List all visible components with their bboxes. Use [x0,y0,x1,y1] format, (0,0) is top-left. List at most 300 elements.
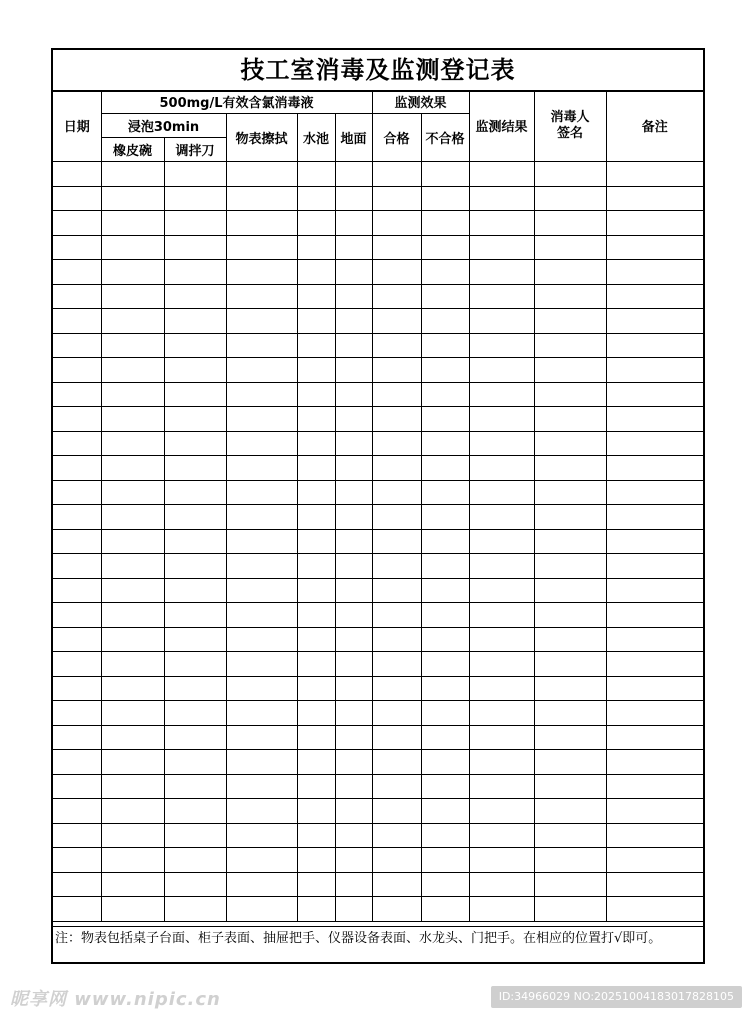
table-cell[interactable] [469,529,534,554]
table-cell[interactable] [226,750,297,775]
table-cell[interactable] [53,407,101,432]
table-cell[interactable] [101,505,164,530]
table-cell[interactable] [606,750,703,775]
table-cell[interactable] [534,603,606,628]
table-cell[interactable] [469,774,534,799]
table-cell[interactable] [421,603,469,628]
table-cell[interactable] [606,260,703,285]
table-cell[interactable] [226,382,297,407]
table-cell[interactable] [421,750,469,775]
table-cell[interactable] [297,260,335,285]
table-cell[interactable] [372,848,421,873]
table-cell[interactable] [372,897,421,922]
table-cell[interactable] [53,652,101,677]
table-cell[interactable] [606,578,703,603]
table-cell[interactable] [469,186,534,211]
table-cell[interactable] [469,284,534,309]
table-cell[interactable] [53,554,101,579]
table-cell[interactable] [53,676,101,701]
table-cell[interactable] [372,652,421,677]
table-cell[interactable] [53,823,101,848]
table-cell[interactable] [226,431,297,456]
table-cell[interactable] [606,235,703,260]
table-cell[interactable] [421,186,469,211]
table-cell[interactable] [421,578,469,603]
table-cell[interactable] [297,774,335,799]
table-cell[interactable] [421,162,469,187]
table-cell[interactable] [226,456,297,481]
table-cell[interactable] [335,505,372,530]
table-cell[interactable] [101,701,164,726]
table-cell[interactable] [101,603,164,628]
table-cell[interactable] [53,725,101,750]
table-cell[interactable] [297,162,335,187]
table-cell[interactable] [53,774,101,799]
table-cell[interactable] [534,407,606,432]
table-cell[interactable] [421,823,469,848]
table-cell[interactable] [164,554,226,579]
table-cell[interactable] [164,872,226,897]
table-cell[interactable] [164,211,226,236]
table-cell[interactable] [469,725,534,750]
table-cell[interactable] [335,652,372,677]
table-cell[interactable] [226,480,297,505]
table-cell[interactable] [297,211,335,236]
table-cell[interactable] [372,333,421,358]
table-cell[interactable] [226,333,297,358]
table-cell[interactable] [534,309,606,334]
table-cell[interactable] [421,774,469,799]
table-cell[interactable] [372,529,421,554]
table-cell[interactable] [297,554,335,579]
table-cell[interactable] [335,823,372,848]
table-cell[interactable] [335,578,372,603]
table-cell[interactable] [606,603,703,628]
table-cell[interactable] [53,431,101,456]
table-cell[interactable] [534,235,606,260]
table-cell[interactable] [53,848,101,873]
table-cell[interactable] [53,333,101,358]
table-cell[interactable] [101,407,164,432]
table-cell[interactable] [164,186,226,211]
table-cell[interactable] [53,456,101,481]
table-cell[interactable] [101,627,164,652]
table-cell[interactable] [606,872,703,897]
table-cell[interactable] [164,725,226,750]
table-cell[interactable] [297,529,335,554]
table-cell[interactable] [101,823,164,848]
table-cell[interactable] [469,260,534,285]
table-cell[interactable] [53,603,101,628]
table-cell[interactable] [469,333,534,358]
table-cell[interactable] [226,235,297,260]
table-cell[interactable] [606,554,703,579]
table-cell[interactable] [53,186,101,211]
table-cell[interactable] [421,725,469,750]
table-cell[interactable] [53,799,101,824]
table-cell[interactable] [297,627,335,652]
table-cell[interactable] [421,627,469,652]
table-cell[interactable] [164,480,226,505]
table-cell[interactable] [372,676,421,701]
table-cell[interactable] [335,701,372,726]
table-cell[interactable] [534,750,606,775]
table-cell[interactable] [421,309,469,334]
table-cell[interactable] [226,603,297,628]
table-cell[interactable] [372,382,421,407]
table-cell[interactable] [534,382,606,407]
table-cell[interactable] [534,284,606,309]
table-cell[interactable] [297,431,335,456]
table-cell[interactable] [335,186,372,211]
table-cell[interactable] [421,211,469,236]
table-cell[interactable] [372,774,421,799]
table-cell[interactable] [534,358,606,383]
table-cell[interactable] [335,872,372,897]
table-cell[interactable] [534,799,606,824]
table-cell[interactable] [534,186,606,211]
table-cell[interactable] [534,554,606,579]
table-cell[interactable] [469,578,534,603]
table-cell[interactable] [335,848,372,873]
table-cell[interactable] [372,554,421,579]
table-cell[interactable] [469,382,534,407]
table-cell[interactable] [606,652,703,677]
table-cell[interactable] [297,872,335,897]
table-cell[interactable] [335,260,372,285]
table-cell[interactable] [101,162,164,187]
table-cell[interactable] [469,456,534,481]
table-cell[interactable] [534,456,606,481]
table-cell[interactable] [534,872,606,897]
table-cell[interactable] [226,529,297,554]
table-cell[interactable] [101,358,164,383]
table-cell[interactable] [101,260,164,285]
table-cell[interactable] [297,603,335,628]
table-cell[interactable] [469,652,534,677]
table-cell[interactable] [372,578,421,603]
table-cell[interactable] [164,529,226,554]
table-cell[interactable] [101,333,164,358]
table-cell[interactable] [534,505,606,530]
table-cell[interactable] [606,186,703,211]
table-cell[interactable] [606,823,703,848]
table-cell[interactable] [226,407,297,432]
table-cell[interactable] [421,676,469,701]
table-cell[interactable] [297,284,335,309]
table-cell[interactable] [372,505,421,530]
table-cell[interactable] [469,799,534,824]
table-cell[interactable] [372,627,421,652]
table-cell[interactable] [421,701,469,726]
table-cell[interactable] [53,529,101,554]
table-cell[interactable] [469,627,534,652]
table-cell[interactable] [534,652,606,677]
table-cell[interactable] [372,799,421,824]
table-cell[interactable] [101,309,164,334]
table-cell[interactable] [469,554,534,579]
table-cell[interactable] [372,725,421,750]
table-cell[interactable] [53,480,101,505]
table-cell[interactable] [421,529,469,554]
table-cell[interactable] [335,676,372,701]
table-cell[interactable] [335,333,372,358]
table-cell[interactable] [164,456,226,481]
table-cell[interactable] [372,358,421,383]
table-cell[interactable] [534,823,606,848]
table-cell[interactable] [164,431,226,456]
table-cell[interactable] [469,235,534,260]
table-cell[interactable] [101,676,164,701]
table-cell[interactable] [101,284,164,309]
table-cell[interactable] [101,725,164,750]
table-cell[interactable] [421,358,469,383]
table-cell[interactable] [226,897,297,922]
table-cell[interactable] [606,382,703,407]
table-cell[interactable] [226,358,297,383]
table-cell[interactable] [372,872,421,897]
table-cell[interactable] [372,309,421,334]
table-cell[interactable] [226,725,297,750]
table-cell[interactable] [421,382,469,407]
table-cell[interactable] [297,799,335,824]
table-cell[interactable] [335,603,372,628]
table-cell[interactable] [469,407,534,432]
table-cell[interactable] [335,358,372,383]
table-cell[interactable] [164,284,226,309]
table-cell[interactable] [372,186,421,211]
table-cell[interactable] [297,309,335,334]
table-cell[interactable] [534,529,606,554]
table-cell[interactable] [101,652,164,677]
table-cell[interactable] [469,676,534,701]
table-cell[interactable] [164,358,226,383]
table-cell[interactable] [226,848,297,873]
table-cell[interactable] [606,211,703,236]
table-cell[interactable] [469,162,534,187]
table-cell[interactable] [226,799,297,824]
table-cell[interactable] [421,456,469,481]
table-cell[interactable] [534,676,606,701]
table-cell[interactable] [372,480,421,505]
table-cell[interactable] [606,799,703,824]
table-cell[interactable] [534,162,606,187]
table-cell[interactable] [335,725,372,750]
table-cell[interactable] [164,823,226,848]
table-cell[interactable] [372,750,421,775]
table-cell[interactable] [421,554,469,579]
table-cell[interactable] [164,652,226,677]
table-cell[interactable] [606,431,703,456]
table-cell[interactable] [53,211,101,236]
table-cell[interactable] [101,529,164,554]
table-cell[interactable] [297,725,335,750]
table-cell[interactable] [297,823,335,848]
table-cell[interactable] [297,456,335,481]
table-cell[interactable] [53,872,101,897]
table-cell[interactable] [101,578,164,603]
table-cell[interactable] [372,456,421,481]
table-cell[interactable] [101,480,164,505]
table-cell[interactable] [335,799,372,824]
table-cell[interactable] [226,162,297,187]
table-cell[interactable] [53,235,101,260]
table-cell[interactable] [372,407,421,432]
table-cell[interactable] [469,603,534,628]
table-cell[interactable] [101,872,164,897]
table-cell[interactable] [421,799,469,824]
table-cell[interactable] [164,578,226,603]
table-cell[interactable] [297,235,335,260]
table-cell[interactable] [606,529,703,554]
table-cell[interactable] [421,897,469,922]
table-cell[interactable] [297,652,335,677]
table-cell[interactable] [164,505,226,530]
table-cell[interactable] [297,186,335,211]
table-cell[interactable] [226,774,297,799]
table-cell[interactable] [226,309,297,334]
table-cell[interactable] [335,456,372,481]
table-cell[interactable] [101,235,164,260]
table-cell[interactable] [226,284,297,309]
table-cell[interactable] [101,431,164,456]
table-cell[interactable] [101,186,164,211]
table-cell[interactable] [164,627,226,652]
table-cell[interactable] [469,358,534,383]
table-cell[interactable] [372,162,421,187]
table-cell[interactable] [53,358,101,383]
table-cell[interactable] [606,848,703,873]
table-cell[interactable] [534,627,606,652]
table-cell[interactable] [53,897,101,922]
table-cell[interactable] [606,407,703,432]
table-cell[interactable] [297,333,335,358]
table-cell[interactable] [606,897,703,922]
table-cell[interactable] [421,480,469,505]
table-cell[interactable] [53,260,101,285]
table-cell[interactable] [335,774,372,799]
table-cell[interactable] [421,505,469,530]
table-cell[interactable] [335,162,372,187]
table-cell[interactable] [606,480,703,505]
table-cell[interactable] [164,897,226,922]
table-cell[interactable] [164,750,226,775]
table-cell[interactable] [101,750,164,775]
table-cell[interactable] [534,701,606,726]
table-cell[interactable] [606,333,703,358]
table-cell[interactable] [226,627,297,652]
table-cell[interactable] [469,701,534,726]
table-cell[interactable] [469,211,534,236]
table-cell[interactable] [606,309,703,334]
table-cell[interactable] [421,652,469,677]
table-cell[interactable] [164,603,226,628]
table-cell[interactable] [335,529,372,554]
table-cell[interactable] [534,774,606,799]
table-cell[interactable] [164,382,226,407]
table-cell[interactable] [101,456,164,481]
table-cell[interactable] [534,333,606,358]
table-cell[interactable] [53,505,101,530]
table-cell[interactable] [297,848,335,873]
table-cell[interactable] [469,872,534,897]
table-cell[interactable] [226,260,297,285]
table-cell[interactable] [164,309,226,334]
table-cell[interactable] [534,480,606,505]
table-cell[interactable] [226,505,297,530]
table-cell[interactable] [335,897,372,922]
table-cell[interactable] [534,897,606,922]
table-cell[interactable] [101,554,164,579]
table-cell[interactable] [534,211,606,236]
table-cell[interactable] [372,211,421,236]
table-cell[interactable] [164,407,226,432]
table-cell[interactable] [335,627,372,652]
table-cell[interactable] [164,333,226,358]
table-cell[interactable] [372,431,421,456]
table-cell[interactable] [53,309,101,334]
table-cell[interactable] [469,309,534,334]
table-cell[interactable] [421,260,469,285]
table-cell[interactable] [297,358,335,383]
table-cell[interactable] [53,701,101,726]
table-cell[interactable] [164,848,226,873]
table-cell[interactable] [226,872,297,897]
table-cell[interactable] [297,676,335,701]
table-cell[interactable] [53,162,101,187]
table-cell[interactable] [421,872,469,897]
table-cell[interactable] [335,382,372,407]
table-cell[interactable] [372,603,421,628]
table-cell[interactable] [421,333,469,358]
table-cell[interactable] [164,162,226,187]
table-cell[interactable] [101,897,164,922]
table-cell[interactable] [372,823,421,848]
table-cell[interactable] [53,627,101,652]
table-cell[interactable] [606,627,703,652]
table-cell[interactable] [101,211,164,236]
table-cell[interactable] [226,211,297,236]
table-cell[interactable] [606,358,703,383]
table-cell[interactable] [297,701,335,726]
table-cell[interactable] [421,284,469,309]
table-cell[interactable] [534,431,606,456]
table-cell[interactable] [101,799,164,824]
table-cell[interactable] [606,284,703,309]
table-cell[interactable] [335,235,372,260]
table-cell[interactable] [534,848,606,873]
table-cell[interactable] [469,848,534,873]
table-cell[interactable] [335,431,372,456]
table-cell[interactable] [164,774,226,799]
table-cell[interactable] [101,774,164,799]
table-cell[interactable] [372,260,421,285]
table-cell[interactable] [469,750,534,775]
table-cell[interactable] [164,799,226,824]
table-cell[interactable] [606,701,703,726]
table-cell[interactable] [421,848,469,873]
table-cell[interactable] [421,407,469,432]
table-cell[interactable] [297,382,335,407]
table-cell[interactable] [164,701,226,726]
table-cell[interactable] [297,480,335,505]
table-cell[interactable] [469,480,534,505]
table-cell[interactable] [469,823,534,848]
table-cell[interactable] [297,578,335,603]
table-cell[interactable] [297,750,335,775]
table-cell[interactable] [534,260,606,285]
table-cell[interactable] [534,725,606,750]
